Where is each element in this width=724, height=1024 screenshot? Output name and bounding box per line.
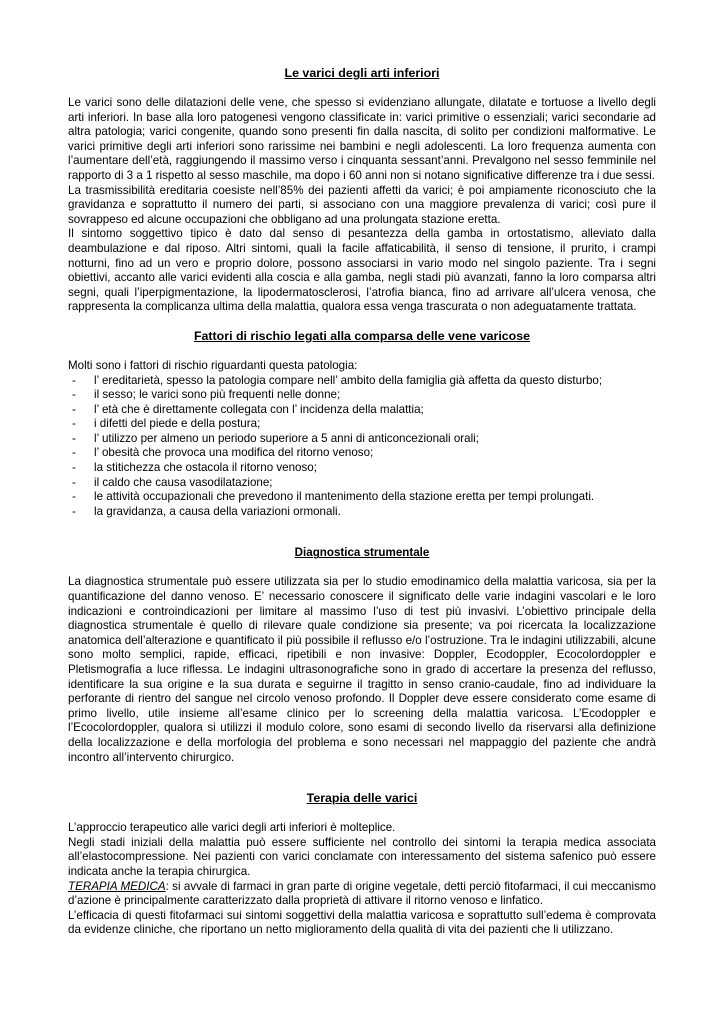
list-item: - la gravidanza, a causa della variazioni ormonali. [72, 504, 341, 518]
list-item: - la stitichezza che ostacola il ritorno venoso; [72, 461, 317, 475]
list-item: - il caldo che causa vasodilatazione; [72, 475, 273, 489]
dash-bullet: - [72, 446, 76, 460]
dash-bullet: - [72, 373, 76, 387]
paragraph: Il sintomo soggettivo tipico è dato dal senso di pesantezza della gamba in ortostatismo, alleviato dalla deambulazione e dal riposo. Altri sintomi, quali la facile affaticabilità, il senso di tensione, il prurito, i crampi notturni, fino ad un vero e proprio dolore, possono associarsi in vario modo nel singolo paziente. Tra i segni obiettivi, accanto alle varici evidenti alla coscia e alla gamba, negli stadi più avanzati, fanno la loro comparsa altri segni, quali l’iperpigmentazione, la lipodermatosclerosi, l’atrofia bianca, fino ad arrivare all’ulcera venosa, che rappresenta la complicanza ultima della malattia, qualora essa venga trascurata o non adeguatamente trattata. [68, 227, 656, 314]
section-title-diagnostica: Diagnostica strumentale [294, 546, 430, 560]
list-intro: Molti sono i fattori di rischio riguardanti questa patologia: [68, 358, 358, 372]
paragraph: L’approccio terapeutico alle varici degli arti inferiori è molteplice. [68, 821, 396, 835]
risk-factor-list [68, 374, 656, 520]
list-item: - l’ ereditarietà, spesso la patologia compare nell’ ambito della famiglia già affetta da questo disturbo; [72, 373, 603, 387]
list-item: - le attività occupazionali che prevedono il mantenimento della stazione eretta per tempi prolungati. [72, 490, 595, 504]
dash-bullet: - [72, 388, 76, 402]
dash-bullet: - [72, 475, 76, 489]
section-title-varici: Le varici degli arti inferiori [284, 66, 440, 80]
paragraph: L’efficacia di questi fitofarmaci sui sintomi soggettivi della malattia varicosa e soprattutto sull’edema è comprovata da evidenze cliniche, che riportano un netto miglioramento della qualità di vita dei pazienti che li utilizzano. [68, 908, 656, 937]
list-item: - l’ utilizzo per almeno un periodo superiore a 5 anni di anticoncezionali orali; [72, 431, 479, 445]
list-item: - l’ obesità che provoca una modifica del ritorno venoso; [72, 446, 374, 460]
terapia-medica-label: TERAPIA MEDICA [68, 879, 166, 893]
list-item: - l’ età che è direttamente collegata con l’ incidenza della malattia; [72, 402, 424, 416]
dash-bullet: - [72, 490, 76, 504]
paragraph: Le varici sono delle dilatazioni delle vene, che spesso si evidenziano allungate, dilatate e tortuose a livello degli arti inferiori. In base alla loro patogenesi vengono classificate in: varici primitive o essenziali; varici secondarie ad altra patologia; varici congenite, quando sono presenti fin dalla nascita, di solito per condizioni malformative. Le varici primitive degli arti inferiori sono rarissime nei bambini e negli adolescenti. La loro frequenza aumenta con l’aumentare dell’età, raggiungendo il massimo verso i cinquanta sessant’anni. Prevalgono nel sesso femminile nel rapporto di 3 a 1 rispetto al sesso maschile, ma dopo i 60 anni non si notano significative differenze tra i due sessi. [68, 96, 656, 182]
section-title-fattori-rischio: Fattori di rischio legati alla comparsa delle vene varicose [193, 328, 531, 343]
dash-bullet: - [72, 417, 76, 431]
list-item: - il sesso; le varici sono più frequenti nelle donne; [72, 388, 341, 402]
paragraph [68, 880, 656, 909]
dash-bullet: - [72, 461, 76, 475]
dash-bullet: - [72, 402, 76, 416]
dash-bullet: - [72, 431, 76, 445]
dash-bullet: - [72, 504, 76, 518]
paragraph: Negli stadi iniziali della malattia può essere sufficiente nel controllo dei sintomi la terapia medica associata all’elastocompressione. Nei pazienti con varici conclamate con interessamento del sistema safenico può essere indicata anche la terapia chirurgica. [68, 835, 656, 878]
terapia-medica-text: : si avvale di farmaci in gran parte di origine vegetale, detti perciò fitofarmaci, il cui meccanismo d’azione è principalmente caratterizzato dalla proprietà di attivare il ritorno venoso e linfatico. [68, 879, 656, 908]
paragraph: La trasmissibilità ereditaria coesiste nell’85% dei pazienti affetti da varici; è poi ampiamente riconosciuto che la gravidanza e soprattutto il numero dei parti, si associano con una maggiore prevalenza di varici; così pure il sovrappeso ed alcune occupazioni che obbligano ad una prolungata stazione eretta. [68, 183, 656, 226]
section-title-terapia: Terapia delle varici [306, 791, 418, 806]
paragraph: La diagnostica strumentale può essere utilizzata sia per lo studio emodinamico della malattia varicosa, sia per la quantificazione del danno venoso. E’ necessario conoscere il significato delle varie indagini vascolari e le loro indicazioni e controindicazioni per limitare al massimo l’uso di test più invasivi. L’obiettivo principale della diagnostica strumentale è quello di rilevare quale condizione sia presente; va poi ricercata la localizzazione anatomica dell’alterazione e quantificato il più possibile il reflusso e/o l’ostruzione. Tra le indagini utilizzabili, alcune sono molto semplici, rapide, efficaci, ripetibili e non invasive: Doppler, Ecodoppler, Ecocolordoppler e Pletismografia a luce riflessa. Le indagini ultrasonografiche sono in grado di accertare la presenza del reflusso, identificare la sua origine e la sua durata e seguirne il tragitto in senso cranio-caudale, fino ad individuare la perforante di rientro del sangue nel circolo venoso profondo. Il Doppler deve essere considerato come esame di primo livello, utile insieme all’esame clinico per lo screening della malattia varicosa. L’Ecodoppler e l’Ecocolordoppler, qualora si utilizzi il modulo colore, sono esami di secondo livello da riservarsi alla definizione della localizzazione e della morfologia del problema e sono necessari nel mappaggio del paziente che andrà incontro all’intervento chirurgico. [68, 575, 656, 764]
list-item: - i difetti del piede e della postura; [72, 417, 261, 431]
